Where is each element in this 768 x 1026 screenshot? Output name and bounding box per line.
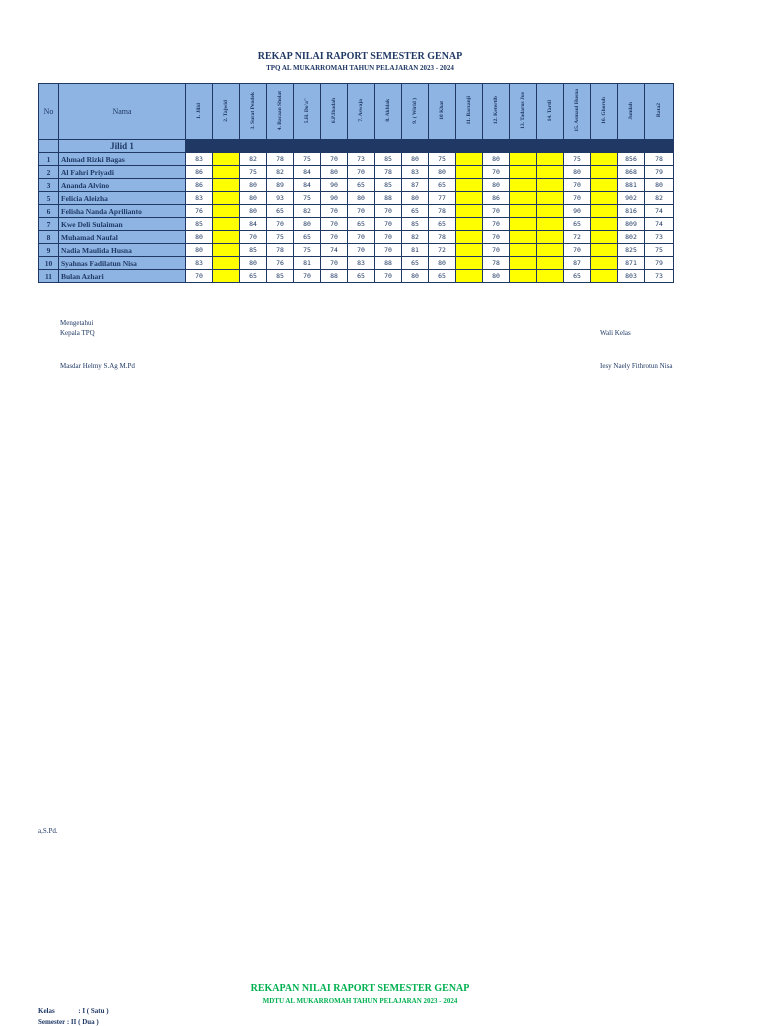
grade-cell bbox=[456, 153, 483, 166]
grade-cell bbox=[537, 166, 564, 179]
grade-cell: 65 bbox=[348, 218, 375, 231]
row-number: 8 bbox=[39, 231, 59, 244]
grade-cell: 78 bbox=[267, 244, 294, 257]
grade-cell: 65 bbox=[564, 270, 591, 283]
grade-cell: 78 bbox=[429, 205, 456, 218]
header-col bbox=[213, 84, 240, 140]
grade-cell bbox=[456, 270, 483, 283]
header-col-label: 16. Ghoruh bbox=[600, 97, 607, 124]
grade-cell: 90 bbox=[321, 192, 348, 205]
fragment-text: a,S.Pd. bbox=[38, 827, 58, 835]
grade-cell: 70 bbox=[375, 244, 402, 257]
grade-cell: 83 bbox=[402, 166, 429, 179]
grade-cell: 868 bbox=[618, 166, 645, 179]
grade-cell: 82 bbox=[267, 166, 294, 179]
student-name: Ananda Alvino bbox=[59, 179, 186, 192]
header-col bbox=[429, 84, 456, 140]
grade-cell: 70 bbox=[375, 205, 402, 218]
grade-cell: 83 bbox=[186, 153, 213, 166]
homeroom-title: Wali Kelas bbox=[600, 329, 631, 337]
header-col-label: 11. Barzanji bbox=[465, 96, 472, 125]
grade-cell: 74 bbox=[321, 244, 348, 257]
header-col-label: Jumlah bbox=[627, 101, 634, 120]
grade-cell bbox=[537, 231, 564, 244]
header-col-label: 5.H. Do'a" bbox=[303, 97, 310, 124]
header-col-label: 12. Ketertib bbox=[492, 96, 499, 125]
grade-cell: 70 bbox=[348, 166, 375, 179]
grade-cell bbox=[510, 153, 537, 166]
student-name: Bulan Azhari bbox=[59, 270, 186, 283]
grade-cell: 65 bbox=[348, 270, 375, 283]
header-col bbox=[564, 84, 591, 140]
header-col-label: 9. ( Wirid ) bbox=[411, 97, 418, 124]
header-row bbox=[39, 84, 674, 140]
grade-cell bbox=[537, 244, 564, 257]
header-col bbox=[591, 84, 618, 140]
grade-cell bbox=[591, 257, 618, 270]
header-col bbox=[186, 84, 213, 140]
acknowledged-label: Mengetahui bbox=[60, 319, 94, 327]
grade-cell bbox=[456, 192, 483, 205]
header-col bbox=[375, 84, 402, 140]
header-no: No bbox=[39, 84, 59, 140]
grade-cell bbox=[456, 166, 483, 179]
grade-cell: 78 bbox=[375, 166, 402, 179]
grade-cell: 93 bbox=[267, 192, 294, 205]
grade-cell: 70 bbox=[321, 205, 348, 218]
grade-cell bbox=[213, 218, 240, 231]
grade-cell: 73 bbox=[645, 231, 674, 244]
grade-cell: 70 bbox=[564, 179, 591, 192]
header-col bbox=[267, 84, 294, 140]
header-col-label: 3. Surat Pendek bbox=[249, 91, 256, 130]
grade-cell: 78 bbox=[267, 153, 294, 166]
grade-cell: 902 bbox=[618, 192, 645, 205]
group-row bbox=[39, 140, 674, 153]
table-row bbox=[39, 192, 674, 205]
table-row bbox=[39, 244, 674, 257]
grade-cell bbox=[456, 179, 483, 192]
header-col bbox=[483, 84, 510, 140]
grade-cell bbox=[456, 231, 483, 244]
student-name: Felicia Aleizha bbox=[59, 192, 186, 205]
header-col-label: 2. Tajwid bbox=[222, 99, 229, 122]
homeroom-name: Iesy Naely Fithrotun Nisa bbox=[600, 362, 673, 370]
grade-cell: 84 bbox=[294, 179, 321, 192]
grade-cell bbox=[456, 218, 483, 231]
head-title: Kepala TPQ bbox=[60, 329, 95, 337]
grade-cell bbox=[213, 179, 240, 192]
grade-cell bbox=[456, 205, 483, 218]
grade-cell: 86 bbox=[186, 179, 213, 192]
grade-cell bbox=[591, 166, 618, 179]
grade-cell bbox=[591, 231, 618, 244]
row-number: 9 bbox=[39, 244, 59, 257]
header-col bbox=[645, 84, 674, 140]
grade-cell: 90 bbox=[564, 205, 591, 218]
grade-cell: 70 bbox=[321, 257, 348, 270]
grade-cell: 70 bbox=[564, 244, 591, 257]
grade-cell: 70 bbox=[375, 231, 402, 244]
grade-cell: 65 bbox=[429, 218, 456, 231]
grade-cell bbox=[213, 257, 240, 270]
report-title: REKAP NILAI RAPORT SEMESTER GENAP bbox=[257, 51, 463, 62]
grade-cell: 65 bbox=[267, 205, 294, 218]
class-info bbox=[38, 1007, 109, 1015]
header-col bbox=[294, 84, 321, 140]
grade-cell: 70 bbox=[348, 231, 375, 244]
grade-cell: 75 bbox=[429, 153, 456, 166]
grade-cell: 871 bbox=[618, 257, 645, 270]
grade-cell: 70 bbox=[348, 244, 375, 257]
grade-cell: 856 bbox=[618, 153, 645, 166]
grade-cell bbox=[591, 205, 618, 218]
grade-cell: 78 bbox=[483, 257, 510, 270]
grade-cell: 70 bbox=[483, 205, 510, 218]
grade-cell: 70 bbox=[321, 218, 348, 231]
grade-cell: 80 bbox=[402, 270, 429, 283]
grade-cell: 88 bbox=[321, 270, 348, 283]
grade-cell: 85 bbox=[240, 244, 267, 257]
grade-cell: 65 bbox=[429, 270, 456, 283]
grade-cell: 78 bbox=[645, 153, 674, 166]
grade-cell: 80 bbox=[402, 153, 429, 166]
student-name: Nadia Maulida Husna bbox=[59, 244, 186, 257]
row-number: 11 bbox=[39, 270, 59, 283]
grade-cell: 79 bbox=[645, 257, 674, 270]
grade-cell: 70 bbox=[375, 218, 402, 231]
grade-cell bbox=[213, 153, 240, 166]
grade-cell bbox=[537, 192, 564, 205]
grade-cell: 75 bbox=[294, 153, 321, 166]
grade-cell: 81 bbox=[402, 244, 429, 257]
grade-cell: 80 bbox=[483, 153, 510, 166]
grade-cell bbox=[213, 166, 240, 179]
grade-cell bbox=[537, 218, 564, 231]
grade-cell: 80 bbox=[294, 218, 321, 231]
header-col bbox=[402, 84, 429, 140]
header-col bbox=[348, 84, 375, 140]
table-row bbox=[39, 218, 674, 231]
grade-cell: 88 bbox=[375, 192, 402, 205]
table-row bbox=[39, 153, 674, 166]
grade-cell: 75 bbox=[564, 153, 591, 166]
grade-cell: 65 bbox=[402, 257, 429, 270]
header-col-label: 13. Tadarus Jus bbox=[519, 92, 526, 129]
grade-cell: 70 bbox=[321, 231, 348, 244]
grade-cell bbox=[213, 244, 240, 257]
header-col-label: 6.P.Ibadah bbox=[330, 97, 337, 124]
grade-cell bbox=[456, 257, 483, 270]
grade-cell: 70 bbox=[240, 231, 267, 244]
row-number: 1 bbox=[39, 153, 59, 166]
header-col bbox=[321, 84, 348, 140]
grade-cell: 86 bbox=[186, 166, 213, 179]
header-col bbox=[456, 84, 483, 140]
grade-cell: 70 bbox=[483, 244, 510, 257]
grade-cell: 70 bbox=[267, 218, 294, 231]
row-number: 6 bbox=[39, 205, 59, 218]
grade-cell: 80 bbox=[429, 257, 456, 270]
grade-cell: 89 bbox=[267, 179, 294, 192]
header-col-label: 15. Asmaul Husna bbox=[573, 89, 580, 132]
grade-cell: 809 bbox=[618, 218, 645, 231]
header-col bbox=[618, 84, 645, 140]
grade-cell: 74 bbox=[645, 205, 674, 218]
header-col-label: Rata2 bbox=[655, 103, 662, 118]
group-band bbox=[186, 140, 674, 153]
grade-cell bbox=[591, 179, 618, 192]
grade-cell: 76 bbox=[186, 205, 213, 218]
grade-cell: 70 bbox=[321, 153, 348, 166]
grade-cell bbox=[537, 205, 564, 218]
class-label: Kelas bbox=[38, 1007, 55, 1015]
grade-cell: 76 bbox=[267, 257, 294, 270]
row-number: 10 bbox=[39, 257, 59, 270]
grade-cell bbox=[591, 218, 618, 231]
student-name: Syahnas Fadilatun Nisa bbox=[59, 257, 186, 270]
grade-cell: 65 bbox=[240, 270, 267, 283]
student-name: Al Fahri Priyadi bbox=[59, 166, 186, 179]
grade-cell: 85 bbox=[267, 270, 294, 283]
head-name: Masdar Helmy S.Ag M.Pd bbox=[60, 362, 135, 370]
student-name: Felisha Nanda Aprilianto bbox=[59, 205, 186, 218]
grade-cell: 84 bbox=[240, 218, 267, 231]
grade-cell bbox=[591, 192, 618, 205]
grade-cell: 87 bbox=[402, 179, 429, 192]
grade-cell: 82 bbox=[402, 231, 429, 244]
grade-cell bbox=[510, 192, 537, 205]
grade-cell: 70 bbox=[186, 270, 213, 283]
grade-cell bbox=[510, 270, 537, 283]
grade-cell: 83 bbox=[186, 192, 213, 205]
grade-cell: 80 bbox=[186, 244, 213, 257]
grade-cell: 82 bbox=[645, 192, 674, 205]
grade-cell bbox=[510, 231, 537, 244]
grade-cell: 72 bbox=[429, 244, 456, 257]
row-number: 2 bbox=[39, 166, 59, 179]
grade-cell: 88 bbox=[375, 257, 402, 270]
grade-cell: 86 bbox=[483, 192, 510, 205]
grade-cell: 72 bbox=[564, 231, 591, 244]
grade-cell: 65 bbox=[402, 205, 429, 218]
grade-cell bbox=[510, 244, 537, 257]
grade-cell bbox=[213, 205, 240, 218]
table-row bbox=[39, 231, 674, 244]
grade-cell: 70 bbox=[375, 270, 402, 283]
semester-info bbox=[38, 1018, 99, 1026]
table-row bbox=[39, 179, 674, 192]
header-nama: Nama bbox=[59, 84, 186, 140]
grade-cell: 80 bbox=[645, 179, 674, 192]
grade-cell: 65 bbox=[294, 231, 321, 244]
grade-cell: 80 bbox=[402, 192, 429, 205]
grade-cell: 83 bbox=[348, 257, 375, 270]
grade-cell bbox=[591, 270, 618, 283]
report-subtitle: TPQ AL MUKARROMAH TAHUN PELAJARAN 2023 - 2024 bbox=[266, 64, 454, 72]
grade-cell: 65 bbox=[564, 218, 591, 231]
grade-cell: 80 bbox=[429, 166, 456, 179]
grade-cell: 825 bbox=[618, 244, 645, 257]
row-number: 7 bbox=[39, 218, 59, 231]
grade-cell: 79 bbox=[645, 166, 674, 179]
grade-cell: 65 bbox=[348, 179, 375, 192]
grade-cell: 70 bbox=[483, 231, 510, 244]
table-row bbox=[39, 270, 674, 283]
grade-cell: 80 bbox=[483, 179, 510, 192]
grade-cell bbox=[537, 257, 564, 270]
student-name: Kwe Deli Sulaiman bbox=[59, 218, 186, 231]
header-col bbox=[240, 84, 267, 140]
grade-cell bbox=[537, 179, 564, 192]
grade-cell: 82 bbox=[240, 153, 267, 166]
grade-cell: 80 bbox=[240, 192, 267, 205]
header-col-label: 10 Khat bbox=[438, 101, 445, 120]
grade-cell: 74 bbox=[645, 218, 674, 231]
group-spacer bbox=[39, 140, 59, 153]
grade-cell: 70 bbox=[294, 270, 321, 283]
student-name: Ahmad Rizki Bagas bbox=[59, 153, 186, 166]
second-report-title: REKAPAN NILAI RAPORT SEMESTER GENAP bbox=[250, 983, 470, 994]
grade-cell bbox=[537, 153, 564, 166]
grade-cell bbox=[591, 244, 618, 257]
grade-cell: 87 bbox=[564, 257, 591, 270]
grade-cell: 73 bbox=[645, 270, 674, 283]
grade-cell: 70 bbox=[483, 218, 510, 231]
table-row bbox=[39, 166, 674, 179]
grade-cell: 83 bbox=[186, 257, 213, 270]
table-row bbox=[39, 257, 674, 270]
grade-cell bbox=[213, 192, 240, 205]
grade-cell: 816 bbox=[618, 205, 645, 218]
header-col-label: 4. Bacaan Sholat bbox=[276, 90, 283, 131]
grade-cell bbox=[510, 205, 537, 218]
header-col-label: 1. Jilid bbox=[195, 102, 202, 119]
header-col-label: 14. Tartil bbox=[546, 99, 553, 122]
grade-cell: 802 bbox=[618, 231, 645, 244]
header-col bbox=[510, 84, 537, 140]
semester-value: : II ( Dua ) bbox=[66, 1018, 99, 1026]
table-row bbox=[39, 205, 674, 218]
grade-cell: 70 bbox=[348, 205, 375, 218]
grade-cell: 75 bbox=[294, 192, 321, 205]
student-name: Muhamad Naufal bbox=[59, 231, 186, 244]
grade-cell bbox=[510, 218, 537, 231]
grade-cell: 85 bbox=[186, 218, 213, 231]
grade-cell bbox=[213, 270, 240, 283]
grade-cell: 80 bbox=[321, 166, 348, 179]
grade-cell bbox=[510, 166, 537, 179]
grades-table bbox=[38, 83, 674, 283]
grade-cell: 65 bbox=[429, 179, 456, 192]
class-value: : I ( Satu ) bbox=[78, 1007, 109, 1015]
grade-cell: 84 bbox=[294, 166, 321, 179]
group-label: Jilid 1 bbox=[59, 140, 186, 153]
grade-cell bbox=[510, 257, 537, 270]
header-col bbox=[537, 84, 564, 140]
grade-cell: 82 bbox=[294, 205, 321, 218]
grade-cell: 85 bbox=[375, 179, 402, 192]
grade-cell: 803 bbox=[618, 270, 645, 283]
grade-cell: 73 bbox=[348, 153, 375, 166]
header-col-label: 7. Aswaja bbox=[357, 99, 364, 122]
grade-cell: 80 bbox=[240, 257, 267, 270]
grade-cell: 75 bbox=[645, 244, 674, 257]
grade-cell: 78 bbox=[429, 231, 456, 244]
grade-cell: 80 bbox=[240, 205, 267, 218]
grade-cell bbox=[456, 244, 483, 257]
grade-cell: 80 bbox=[240, 179, 267, 192]
row-number: 5 bbox=[39, 192, 59, 205]
header-col-label: 8. Akhlak bbox=[384, 99, 391, 122]
second-report-subtitle: MDTU AL MUKARROMAH TAHUN PELAJARAN 2023 - 2024 bbox=[262, 997, 458, 1005]
grade-cell: 881 bbox=[618, 179, 645, 192]
grade-cell bbox=[213, 231, 240, 244]
grade-cell: 80 bbox=[348, 192, 375, 205]
grade-cell: 80 bbox=[564, 166, 591, 179]
grade-cell: 85 bbox=[375, 153, 402, 166]
semester-label: Semester bbox=[38, 1018, 66, 1026]
grade-cell: 90 bbox=[321, 179, 348, 192]
grade-cell bbox=[510, 179, 537, 192]
row-number: 3 bbox=[39, 179, 59, 192]
grade-cell: 70 bbox=[564, 192, 591, 205]
grade-cell: 85 bbox=[402, 218, 429, 231]
grade-cell: 70 bbox=[483, 166, 510, 179]
grade-cell: 75 bbox=[240, 166, 267, 179]
grade-cell bbox=[591, 153, 618, 166]
grade-cell: 81 bbox=[294, 257, 321, 270]
grade-cell bbox=[537, 270, 564, 283]
grade-cell: 75 bbox=[294, 244, 321, 257]
grade-cell: 75 bbox=[267, 231, 294, 244]
grade-cell: 80 bbox=[186, 231, 213, 244]
grade-cell: 80 bbox=[483, 270, 510, 283]
grade-cell: 77 bbox=[429, 192, 456, 205]
